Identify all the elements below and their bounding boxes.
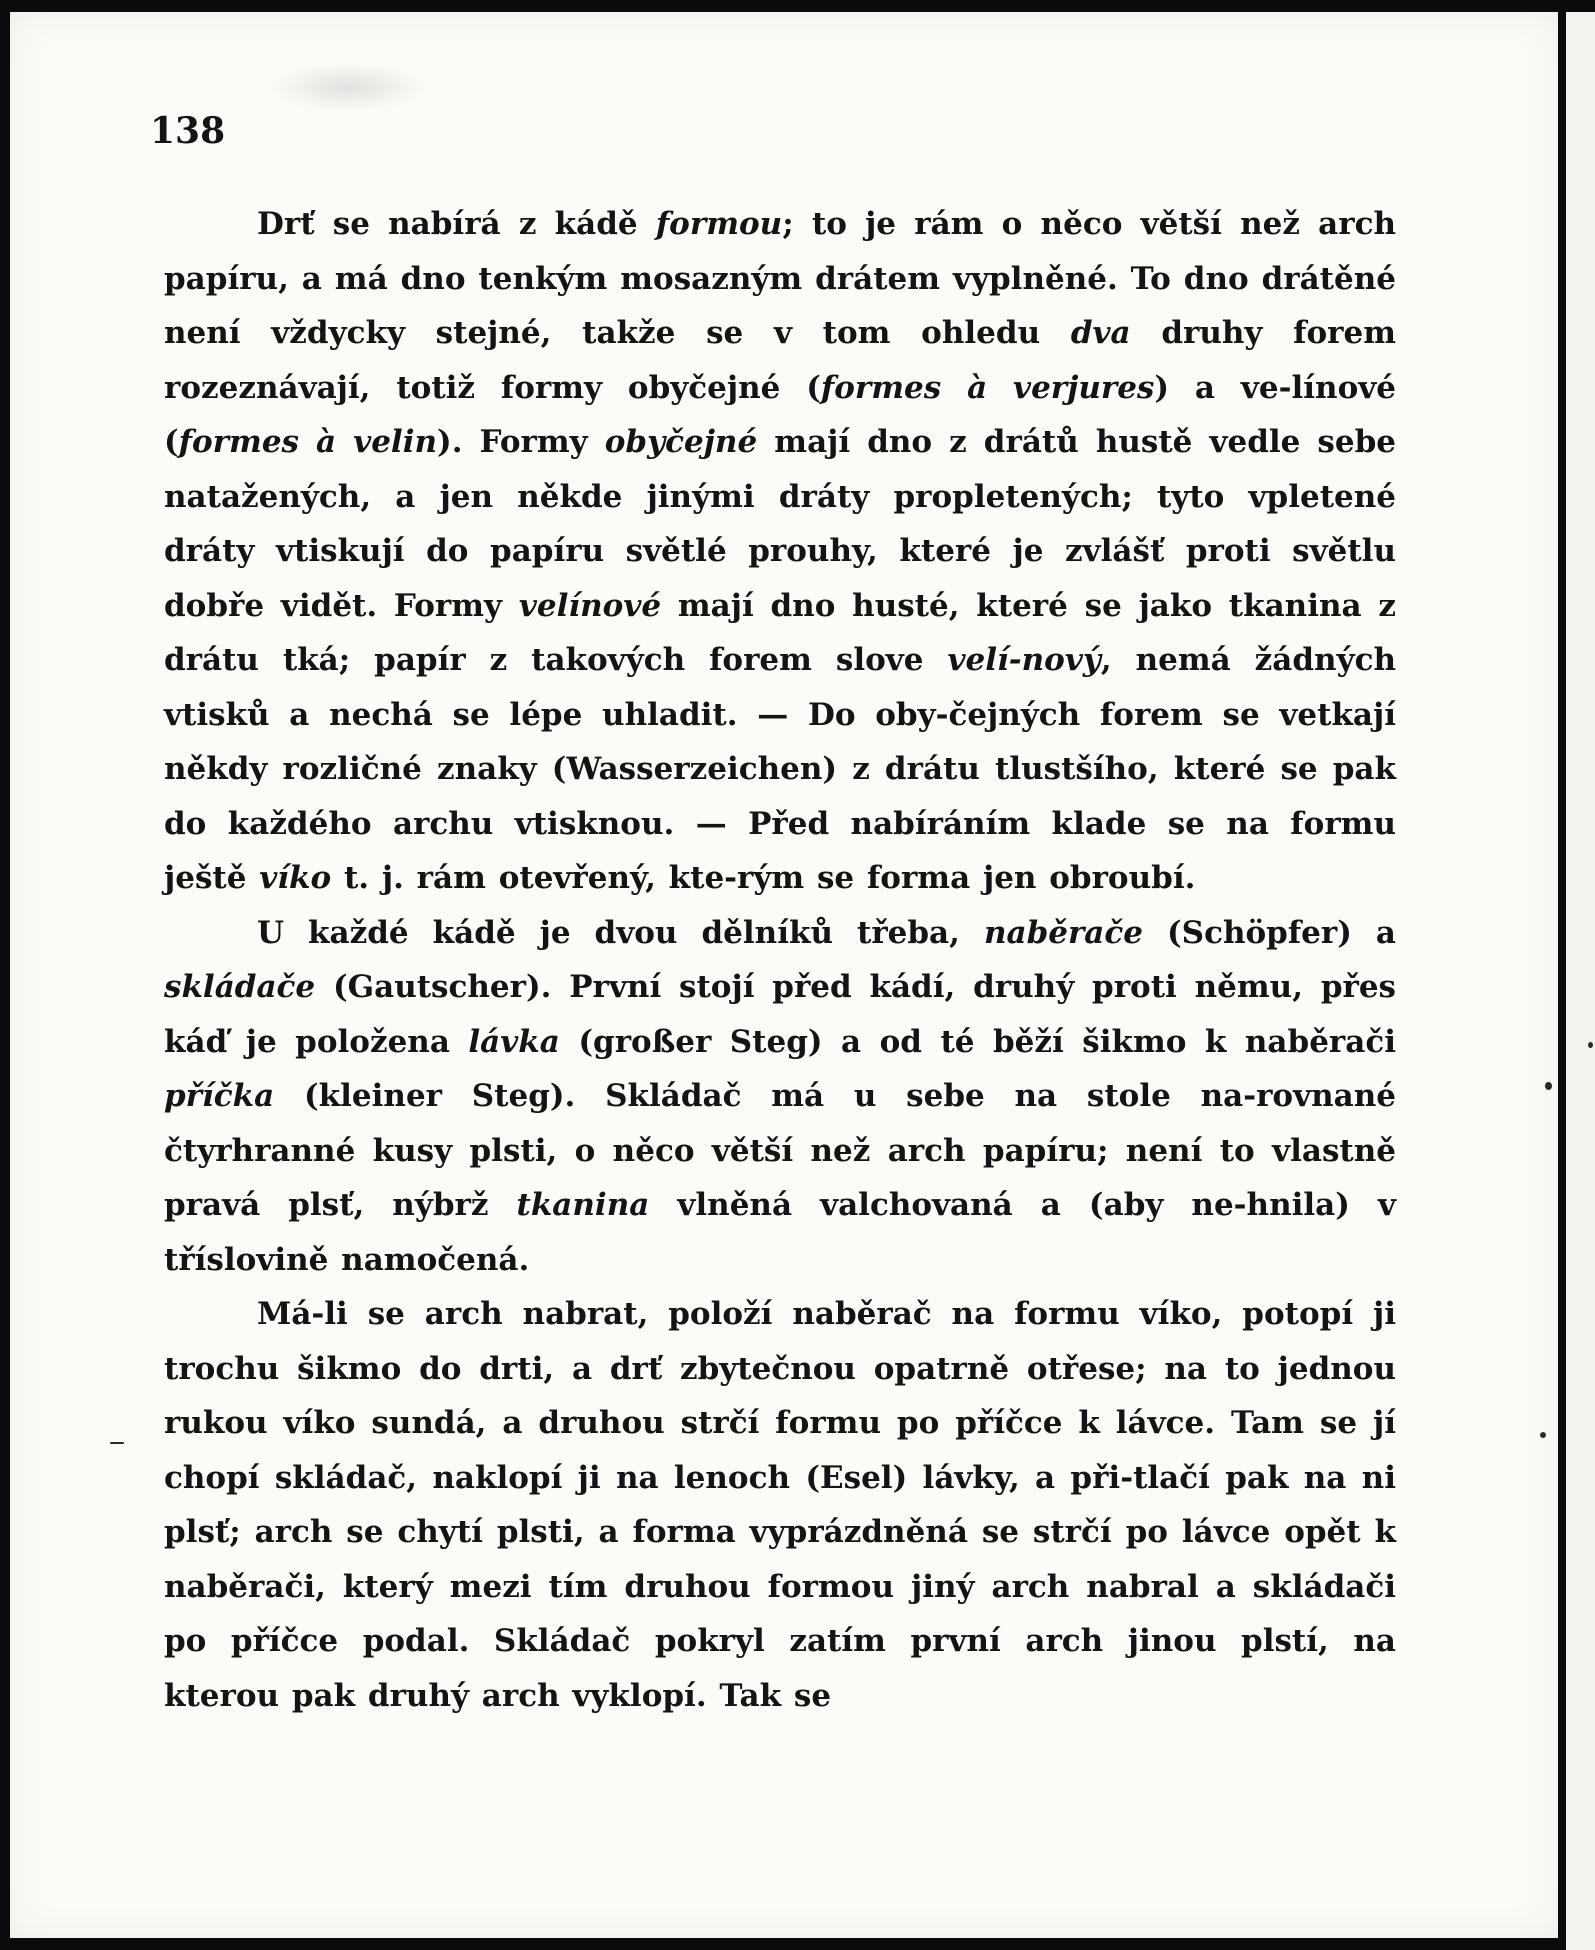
adjacent-page-edge bbox=[1566, 12, 1595, 1950]
text-run: U každé kádě je dvou dělníků třeba, bbox=[257, 914, 984, 951]
paragraph-process bbox=[164, 1287, 1396, 1723]
text-run: ). Formy bbox=[437, 424, 605, 460]
text-run: Drť se nabírá z kádě bbox=[257, 206, 656, 242]
text-run: (kleiner Steg). Skládač má u sebe na stole na-rovnané čtyrhranné kusy plsti, o něco větší než arch papíru; není to vlastně pravá plsť, nýbrž bbox=[164, 1078, 1396, 1223]
scan-speck bbox=[110, 1442, 124, 1444]
text-run: t. j. rám otevřený, kte-rým se forma jen obroubí. bbox=[331, 860, 1196, 896]
text-run: mají dno z drátů hustě vedle sebe natažených, a jen někde jinými dráty propletených; tyto vpletené dráty vtiskují do papíru světlé prouhy, které je zvlášť proti světlu dobře vidět. Formy bbox=[164, 424, 1396, 624]
text-run: ; to je rám o něco větší než arch papíru, a má dno tenkým mosazným drátem vyplněné. To dno drátěné není vždycky stejné, takže se v tom ohledu bbox=[164, 206, 1396, 351]
text-run: (Schöpfer) a bbox=[1143, 914, 1396, 951]
page-number: 138 bbox=[150, 110, 226, 152]
italic-term: dva bbox=[1070, 315, 1131, 351]
italic-term: skládače bbox=[164, 969, 316, 1005]
italic-term: velí-nový bbox=[947, 642, 1101, 678]
scan-speck bbox=[1545, 1082, 1552, 1090]
scan-speck bbox=[1588, 1042, 1593, 1048]
body-text bbox=[164, 197, 1396, 1723]
text-run: druhy forem rozeznávají, totiž formy obyčejné ( bbox=[164, 315, 1396, 406]
text-run: , nemá žádných vtisků a nechá se lépe uhladit. — Do oby-čejných forem se vetkají někdy rozličné znaky (Wasserzeichen) z drátu tlustšího, které se pak do každého archu vtisknou. — Před nabíráním klade se na formu ještě bbox=[164, 642, 1396, 896]
italic-term: formes à verjures bbox=[820, 369, 1155, 406]
book-page bbox=[10, 12, 1558, 1938]
text-run: (Gautscher). První stojí před kádí, druhý proti němu, přes káď je položena bbox=[164, 969, 1396, 1060]
paragraph-forms bbox=[164, 197, 1396, 906]
text-run: Má-li se arch nabrat, položí naběrač na formu víko, potopí ji trochu šikmo do drti, a drť zbytečnou opatrně otřese; na to jednou rukou víko sundá, a druhou strčí formu po příčce k lávce. Tam se jí chopí skládač, naklopí ji na lenoch (Esel) lávky, a při-tlačí pak na ni plsť; arch se chytí plsti, a forma vyprázdněná se strčí po lávce opět k naběrači, který mezi tím druhou formou jiný arch nabral a skládači po příčce podal. Skládač pokryl zatím první arch jinou plstí, na kterou pak druhý arch vyklopí. Tak se bbox=[164, 1296, 1396, 1714]
italic-term: obyčejné bbox=[604, 424, 758, 460]
scan-speck bbox=[1540, 1432, 1546, 1438]
scan-smudge bbox=[268, 62, 428, 112]
text-run: mají dno husté, které se jako tkanina z drátu tká; papír z takových forem slove bbox=[164, 587, 1396, 678]
text-run: ) a ve-línové ( bbox=[164, 369, 1396, 460]
italic-term: naběrače bbox=[983, 914, 1143, 951]
paragraph-workers bbox=[164, 906, 1396, 1288]
italic-term: velínové bbox=[518, 587, 662, 624]
italic-term: tkanina bbox=[516, 1187, 650, 1223]
text-run: vlněná valchovaná a (aby ne-hnila) v tříslovině namočená. bbox=[164, 1187, 1396, 1278]
italic-term: formes à velin bbox=[178, 424, 438, 460]
italic-term: formou bbox=[655, 206, 783, 242]
italic-term: lávka bbox=[468, 1023, 560, 1060]
text-run: (großer Steg) a od té běží šikmo k naběrači bbox=[559, 1023, 1396, 1060]
italic-term: příčka bbox=[164, 1078, 275, 1114]
italic-term: víko bbox=[259, 860, 332, 896]
